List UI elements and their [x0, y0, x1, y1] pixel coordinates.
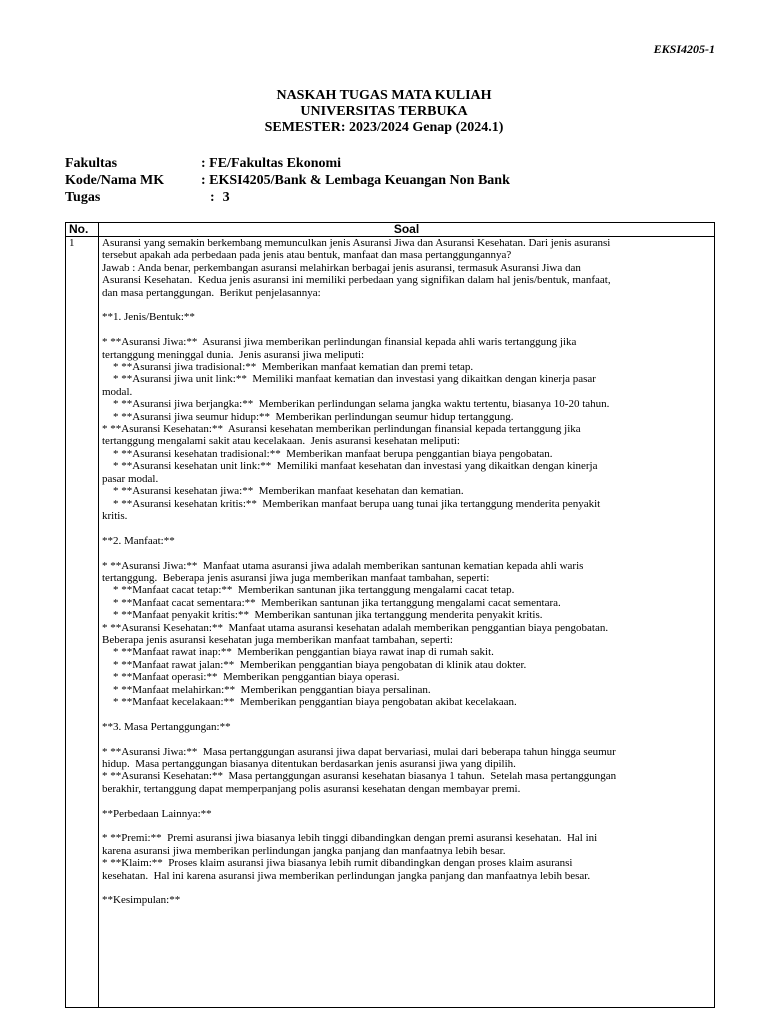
- content-line: berakhir, tertanggung dapat memperpanjang polis asuransi kesehatan dengan membayar premi.: [102, 782, 521, 795]
- content-line: * **Asuransi Kesehatan:** Manfaat utama asuransi kesehatan adalah memberikan penggantian biaya pengobatan.: [102, 621, 609, 634]
- meta-key: Tugas: [65, 190, 101, 205]
- meta-value: : EKSI4205/Bank & Lembaga Keuangan Non Bank: [201, 173, 510, 188]
- content-line: [102, 324, 711, 336]
- content-line: * **Asuransi Jiwa:** Masa pertanggungan asuransi jiwa dapat bervariasi, mulai dari beberapa tahun hingga seumur: [102, 745, 616, 758]
- meta-value: : FE/Fakultas Ekonomi: [201, 156, 342, 171]
- content-line: modal.: [102, 385, 133, 398]
- content-line: Asuransi yang semakin berkembang memunculkan jenis Asuransi Jiwa dan Asuransi Kesehatan. Dari jenis asuransi: [102, 237, 611, 249]
- content-line: tertanggung meninggal dunia. Jenis asuransi jiwa meliputi:: [102, 348, 365, 361]
- content-line: kesehatan. Hal ini karena asuransi jiwa memberikan perlindungan jangka panjang dan manfaatnya lebih besar.: [102, 869, 591, 882]
- meta-key: Fakultas: [65, 156, 118, 171]
- header-semester: SEMESTER: 2023/2024 Genap (2024.1): [264, 120, 504, 135]
- meta-value: : 3: [210, 190, 230, 205]
- content-line: * **Manfaat cacat tetap:** Memberikan santunan jika tertanggung mengalami cacat tetap.: [102, 584, 515, 597]
- content-line: * **Asuransi jiwa tradisional:** Memberikan manfaat kematian dan premi tetap.: [102, 361, 474, 374]
- meta-row-kode: [65, 172, 510, 189]
- content-line: [102, 547, 711, 559]
- content-line: [102, 820, 711, 832]
- course-info: [65, 155, 510, 206]
- content-line: karena asuransi jiwa memberikan perlindungan jangka panjang dan manfaatnya lebih besar.: [102, 844, 506, 857]
- content-line: hidup. Masa pertanggungan biasanya ditentukan berdasarkan jenis asuransi jiwa yang dipilih.: [102, 757, 516, 770]
- content-line: * **Asuransi Kesehatan:** Masa pertanggungan asuransi kesehatan biasanya 1 tahun. Setelah masa pertanggungan: [102, 770, 617, 783]
- content-line: **Perbedaan Lainnya:**: [102, 807, 212, 820]
- content-line: pasar modal.: [102, 472, 159, 485]
- content-line: * **Asuransi kesehatan jiwa:** Memberikan manfaat kesehatan dan kematian.: [102, 485, 464, 498]
- tugas-number: 3: [222, 190, 230, 205]
- content-line: * **Asuransi jiwa berjangka:** Memberikan perlindungan selama jangka waktu tertentu, biasanya 10-20 tahun.: [102, 398, 610, 411]
- header-title: NASKAH TUGAS MATA KULIAH: [276, 88, 492, 103]
- content-line: **2. Manfaat:**: [102, 534, 175, 547]
- content-line: tersebut apakah ada perbedaan pada jenis atau bentuk, manfaat dan masa pertanggungannya?: [102, 249, 512, 262]
- meta-key: Kode/Nama MK: [65, 173, 165, 188]
- content-line: * **Manfaat rawat inap:** Memberikan penggantian biaya rawat inap di rumah sakit.: [102, 646, 494, 659]
- document-code: EKSI4205-1: [653, 42, 715, 56]
- content-line: * **Manfaat cacat sementara:** Memberikan santunan jika tertanggung mengalami cacat sementara.: [102, 596, 561, 609]
- content-line: [102, 882, 711, 894]
- content-line: * **Manfaat kecelakaan:** Memberikan penggantian biaya pengobatan akibat kecelakaan.: [102, 695, 517, 708]
- content-line: kritis.: [102, 509, 128, 522]
- content-line: Beberapa jenis asuransi kesehatan juga memberikan manfaat tambahan, seperti:: [102, 633, 453, 646]
- content-line: [102, 522, 711, 534]
- content-line: * **Asuransi jiwa seumur hidup:** Memberikan perlindungan seumur hidup tertanggung.: [102, 410, 514, 423]
- content-line: [102, 299, 711, 311]
- content-line: * **Manfaat melahirkan:** Memberikan penggantian biaya persalinan.: [102, 683, 431, 696]
- content-line: * **Asuransi kesehatan kritis:** Memberikan manfaat berupa uang tunai jika tertanggung menderita penyakit: [102, 497, 601, 510]
- column-header-no: No.: [66, 223, 99, 237]
- column-header-soal: Soal: [99, 223, 715, 237]
- content-line: tertanggung. Beberapa jenis asuransi jiwa juga memberikan manfaat tambahan, seperti:: [102, 571, 490, 584]
- table-header-row: [66, 223, 715, 237]
- content-line: Jawab : Anda benar, perkembangan asuransi melahirkan berbagai jenis asuransi, termasuk Asuransi Jiwa dan: [102, 261, 581, 274]
- content-line: * **Asuransi kesehatan tradisional:** Memberikan manfaat berupa penggantian biaya pengobatan.: [102, 447, 553, 460]
- row-number: 1: [66, 237, 99, 1008]
- content-line: * **Asuransi kesehatan unit link:** Memiliki manfaat kesehatan dan investasi yang dikaitkan dengan kinerja: [102, 460, 598, 473]
- content-line: * **Asuransi Kesehatan:** Asuransi kesehatan memberikan perlindungan finansial kepada tertanggung jika: [102, 423, 581, 436]
- content-line: * **Premi:** Premi asuransi jiwa biasanya lebih tinggi dibandingkan dengan premi asuransi kesehatan. Hal ini: [102, 832, 598, 845]
- question-table: [65, 222, 715, 1008]
- content-line: dan masa pertanggungan. Berikut penjelasannya:: [102, 286, 321, 299]
- content-line: * **Asuransi Jiwa:** Manfaat utama asuransi jiwa adalah memberikan santunan kematian kepada ahli waris: [102, 559, 584, 572]
- answer-content: [99, 237, 715, 1008]
- content-line: **3. Masa Pertanggungan:**: [102, 720, 231, 733]
- content-line: * **Manfaat penyakit kritis:** Memberikan santunan jika tertanggung menderita penyakit kritis.: [102, 609, 543, 622]
- content-line: [102, 795, 711, 807]
- content-line: [102, 733, 711, 745]
- content-line: **Kesimpulan:**: [102, 894, 181, 907]
- content-line: **1. Jenis/Bentuk:**: [102, 311, 195, 324]
- table-row: [66, 237, 715, 1008]
- meta-row-fakultas: [65, 155, 510, 172]
- header-university: UNIVERSITAS TERBUKA: [300, 104, 468, 119]
- content-line: [102, 708, 711, 720]
- content-line: tertanggung mengalami sakit atau kecelakaan. Jenis asuransi kesehatan meliputi:: [102, 435, 460, 448]
- document-header: [0, 88, 768, 136]
- content-line: * **Asuransi jiwa unit link:** Memiliki manfaat kematian dan investasi yang dikaitkan dengan kinerja pasar: [102, 373, 596, 386]
- content-line: * **Manfaat operasi:** Memberikan penggantian biaya operasi.: [102, 671, 400, 684]
- content-line: Asuransi Kesehatan. Kedua jenis asuransi ini memiliki perbedaan yang signifikan dalam hal jenis/bentuk, manfaat,: [102, 274, 611, 287]
- meta-row-tugas: [65, 189, 510, 206]
- content-line: * **Manfaat rawat jalan:** Memberikan penggantian biaya pengobatan di klinik atau dokter.: [102, 658, 527, 671]
- content-line: * **Asuransi Jiwa:** Asuransi jiwa memberikan perlindungan finansial kepada ahli waris tertanggung jika: [102, 336, 577, 349]
- content-line: * **Klaim:** Proses klaim asuransi jiwa biasanya lebih rumit dibandingkan dengan proses klaim asuransi: [102, 857, 573, 870]
